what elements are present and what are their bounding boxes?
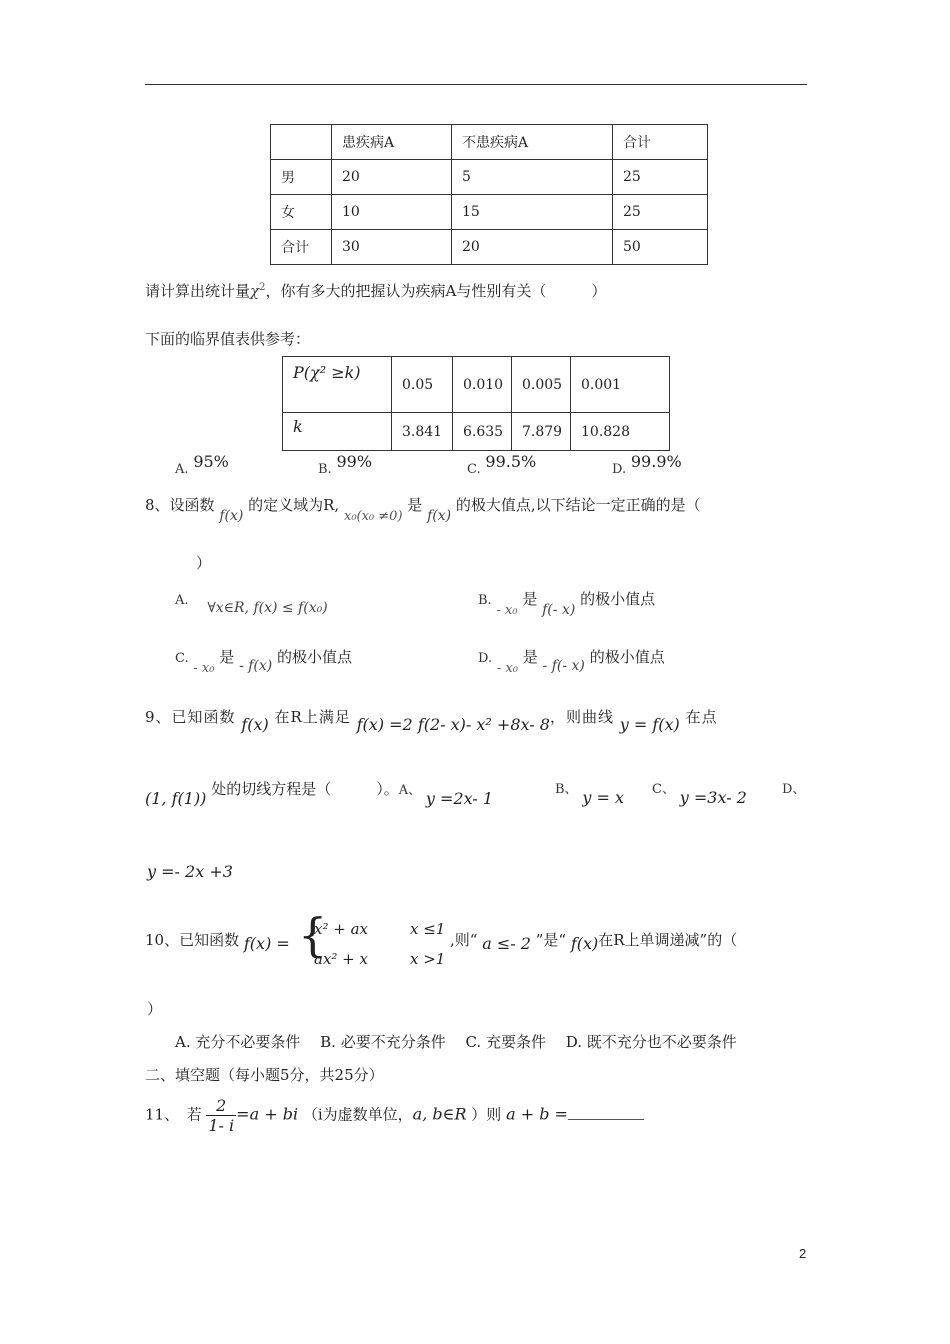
q10-text: ,则“ [450,931,478,949]
table-cell: 不患疾病A [452,125,613,160]
q8-text: 的定义域为R, [248,496,340,514]
q8-x0: x₀(x₀ ≠0) [343,509,403,524]
case-cond: x ≤1 [410,920,446,938]
q10-options: A. 充分不必要条件 B. 必要不充分条件 C. 充要条件 D. 既不充分也不必要条件 [175,1033,737,1051]
q9-curve: y = f(x) [619,715,680,734]
q11-number: 11、 若 [145,1105,202,1124]
table-cell: 0.001 [571,357,670,413]
q10-stem [145,929,290,953]
table-cell: 30 [332,230,452,265]
fraction-numerator: 2 [206,1096,236,1116]
left-brace-icon: { [298,908,328,962]
q8-stem [145,494,701,524]
q11-ask: a + b = [506,1104,568,1124]
table-cell: 20 [332,160,452,195]
q11-equation: =a + bi [236,1104,299,1124]
table-cell: 0.05 [392,357,453,413]
option-letter: A、 [398,783,422,798]
q9-option-d [147,862,233,881]
q8-text: 的极大值点,以下结论一定正确的是（ [455,496,701,514]
q9-text: 在点 [685,708,718,726]
q10-close: ） [147,1000,163,1018]
option-value: 99.5% [485,452,537,471]
q11-fraction [206,1096,236,1135]
crit-label-k-text: k [293,417,303,436]
option-value: 95% [193,452,229,471]
q7-question-pre: 请计算出统计量 [145,282,251,300]
table-cell: 15 [452,195,613,230]
answer-blank[interactable] [568,1105,644,1120]
table-cell: 合计 [613,125,708,160]
q10-text: 在R上单调递减”的（ [598,931,738,949]
q9-option-b [555,778,624,807]
crit-label-p [283,357,392,413]
crit-label-p-text: P(χ² ≥k) [293,363,361,382]
q11-text: （i为虚数单位， [302,1105,413,1124]
crit-label-k [283,413,392,451]
option-math: - x₀ [193,661,215,676]
option-text: 的极小值点 [277,648,353,666]
table-cell: 20 [452,230,613,265]
option-math: y = x [582,788,624,807]
option-math: - f(- x) [542,658,585,674]
option-math: - x₀ [496,603,518,618]
q11-text: ）则 [471,1105,502,1124]
q9-text: 处的切线方程是（ ）。 [211,780,399,798]
option-letter: A. [175,593,189,608]
q9-equation: f(x) =2 f(2- x)- x² +8x- 8 [356,715,550,734]
q10-case2 [314,950,368,968]
option-math: y =3x- 2 [679,788,747,807]
q9-number: 9、已知函数 [145,708,236,726]
q7-ref-intro: 下面的临界值表供参考： [145,330,311,348]
q8-option-b [478,588,656,618]
option-math: y =- 2x +3 [147,862,233,881]
option-text: 的极小值点 [589,648,665,666]
table-cell: 5 [452,160,613,195]
q7-option-c [467,452,537,477]
q7-question: 请计算出统计量$\chi^2$，你有多大的把握认为疾病A与性别有关（ ） [145,282,607,300]
option-text: 是 [522,590,538,608]
option-math: ∀x∈R, f(x) ≤ f(x₀) [207,600,328,616]
option-value: 99.9% [630,452,682,471]
table-cell: 0.010 [453,357,512,413]
q9-point: (1, f(1)) [145,789,207,808]
option-text: 的极小值点 [580,590,656,608]
q10-text: ”是“ [535,931,567,949]
option-letter: B、 [555,782,578,797]
table-cell [271,125,332,160]
q9-fx: f(x) [241,715,269,734]
q8-option-d [478,646,665,676]
q8-close: ） [196,554,212,572]
option-math: - x₀ [496,661,518,676]
option-letter: C. [467,462,481,477]
q8-fx: f(x) [219,508,244,524]
q9-text: ，则曲线 [549,708,614,726]
option-value: 99% [336,452,373,471]
table-cell: 0.005 [512,357,571,413]
q10-condition: a ≤- 2 [482,934,531,953]
q8-number: 8、设函数 [145,496,215,514]
q9-option-d-label [782,778,805,797]
option-text: 是 [219,648,235,666]
q9-text: 在R上满足 [274,708,351,726]
option-math: - f(x) [239,658,273,674]
critical-value-table [282,356,670,451]
q11 [145,1096,644,1135]
case-expr: ax² + x [314,950,368,968]
q11-set: a, b∈R [412,1104,467,1124]
table-cell: 女 [271,195,332,230]
fraction-denominator: 1- i [208,1116,235,1135]
q8-option-a [175,590,328,616]
q9-option-c [652,778,747,807]
table-cell: 男 [271,160,332,195]
q9-line2 [145,778,494,808]
q10-case2-cond [410,950,445,968]
chi-symbol: χ [250,282,260,300]
option-letter: D、 [782,782,806,797]
table-cell: 25 [613,160,708,195]
table-cell: 患疾病A [332,125,452,160]
case-cond: x >1 [410,950,446,968]
q10-case1 [314,920,368,938]
table-cell: 10.828 [571,413,670,451]
option-letter: B. [478,593,492,608]
q9-stem [145,706,718,734]
option-letter: B. [318,462,332,477]
option-math: f(- x) [542,602,576,618]
q8-fx: f(x) [427,508,452,524]
q10-case1-cond [410,920,445,938]
table-cell: 10 [332,195,452,230]
contingency-table [270,124,708,265]
section-title: 二、填空题（每小题5分，共25分） [145,1066,384,1084]
option-text: 是 [522,648,538,666]
q10-fx: f(x) [570,934,599,953]
q8-option-c [175,646,353,676]
table-cell: 合计 [271,230,332,265]
table-cell: 3.841 [392,413,453,451]
page-number: 2 [799,1246,807,1261]
q10-number: 10、已知函数 [145,931,240,949]
table-cell: 50 [613,230,708,265]
q10-fx: f(x) = [243,934,290,953]
option-letter: C. [175,651,189,666]
option-letter: C、 [652,782,675,797]
header-rule [145,84,807,85]
q10-tail [450,929,738,953]
case-expr: x² + ax [314,920,368,938]
table-cell: 7.879 [512,413,571,451]
option-letter: D. [612,462,627,477]
q7-option-a [175,452,229,477]
table-cell: 25 [613,195,708,230]
q7-option-b [318,452,373,477]
option-letter: D. [478,651,493,666]
option-math: y =2x- 1 [425,789,494,808]
option-letter: A. [175,462,189,477]
q7-question-post: ，你有多大的把握认为疾病A与性别有关（ ） [265,282,607,300]
q8-text: 是 [407,496,423,514]
q7-option-d [612,452,682,477]
table-cell: 6.635 [453,413,512,451]
